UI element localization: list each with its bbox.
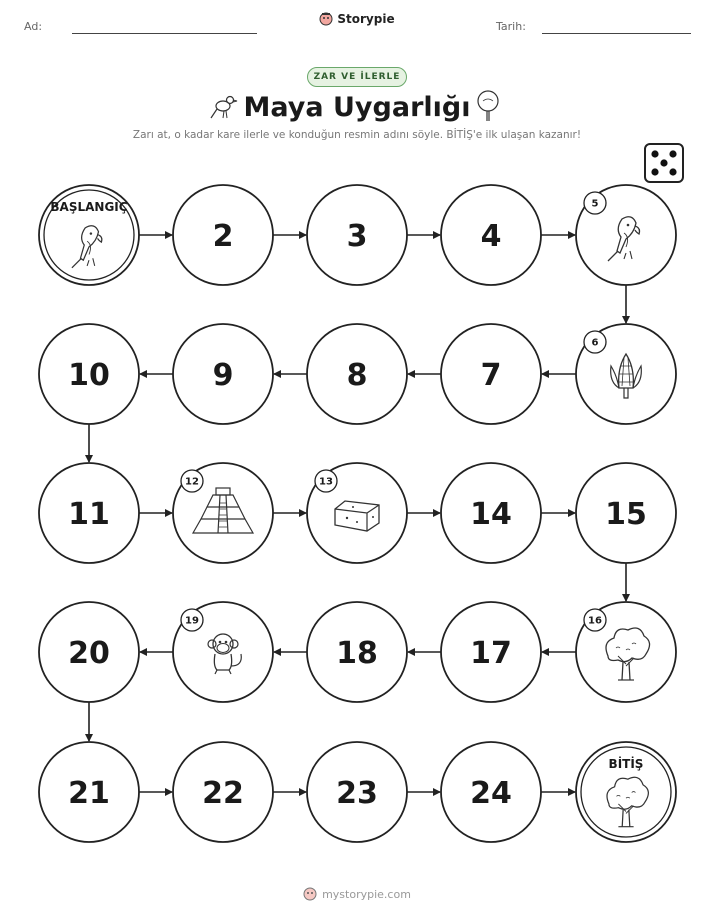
square-6[interactable] bbox=[576, 324, 676, 424]
dice-icon bbox=[645, 144, 683, 182]
square-14[interactable] bbox=[441, 463, 541, 563]
square-number-badge: 5 bbox=[591, 198, 599, 210]
square-8[interactable] bbox=[307, 324, 407, 424]
square-18[interactable] bbox=[307, 602, 407, 702]
square-5[interactable] bbox=[576, 185, 676, 285]
start-label: BAŞLANGIÇ bbox=[50, 200, 128, 214]
square-4[interactable] bbox=[441, 185, 541, 285]
square-number: 8 bbox=[346, 358, 368, 393]
square-number: 21 bbox=[68, 776, 110, 811]
square-number: 14 bbox=[470, 497, 512, 532]
square-number: 3 bbox=[346, 219, 368, 254]
square-number-badge: 13 bbox=[319, 476, 333, 488]
square-10[interactable] bbox=[39, 324, 139, 424]
square-3[interactable] bbox=[307, 185, 407, 285]
square-number-badge: 12 bbox=[185, 476, 199, 488]
square-16[interactable] bbox=[576, 602, 676, 702]
square-9[interactable] bbox=[173, 324, 273, 424]
square-2[interactable] bbox=[173, 185, 273, 285]
square-17[interactable] bbox=[441, 602, 541, 702]
square-number: 17 bbox=[470, 636, 512, 671]
square-number: 24 bbox=[470, 776, 512, 811]
brand-name: Storypie bbox=[337, 12, 395, 26]
square-number-badge: 6 bbox=[591, 337, 599, 349]
footer bbox=[0, 887, 714, 901]
square-number: 18 bbox=[336, 636, 378, 671]
date-label: Tarih: bbox=[496, 20, 526, 33]
square-22[interactable] bbox=[173, 742, 273, 842]
dice-pip bbox=[651, 150, 658, 157]
square-number: 9 bbox=[212, 358, 234, 393]
title-bird-icon bbox=[211, 97, 237, 119]
square-13[interactable] bbox=[307, 463, 407, 563]
finish-label: BİTİŞ bbox=[608, 757, 644, 771]
page-title: Maya Uygarlığı bbox=[243, 92, 471, 123]
square-20[interactable] bbox=[39, 602, 139, 702]
square-number: 10 bbox=[68, 358, 110, 393]
square-15[interactable] bbox=[576, 463, 676, 563]
dice-pip bbox=[651, 168, 658, 175]
square-number: 20 bbox=[68, 636, 110, 671]
dice-pip bbox=[669, 168, 676, 175]
footer-logo-icon bbox=[303, 887, 317, 901]
square-number: 23 bbox=[336, 776, 378, 811]
square-12[interactable] bbox=[173, 463, 273, 563]
dice-pip bbox=[669, 150, 676, 157]
square-7[interactable] bbox=[441, 324, 541, 424]
square-number: 11 bbox=[68, 497, 110, 532]
square-number: 7 bbox=[480, 358, 502, 393]
footer-url: mystorypie.com bbox=[322, 887, 411, 901]
square-number: 15 bbox=[605, 497, 647, 532]
name-label: Ad: bbox=[24, 20, 43, 33]
start-square[interactable] bbox=[39, 185, 139, 285]
title-tree-icon bbox=[478, 91, 498, 121]
square-number-badge: 19 bbox=[185, 615, 199, 627]
square-19[interactable] bbox=[173, 602, 273, 702]
square-21[interactable] bbox=[39, 742, 139, 842]
square-23[interactable] bbox=[307, 742, 407, 842]
dice-pip bbox=[660, 159, 667, 166]
square-number-badge: 16 bbox=[588, 615, 602, 627]
square-11[interactable] bbox=[39, 463, 139, 563]
square-number: 2 bbox=[212, 219, 234, 254]
square-24[interactable] bbox=[441, 742, 541, 842]
instructions: Zarı at, o kadar kare ilerle ve konduğun resmin adını söyle. BİTİŞ'e ilk ulaşan kazanır! bbox=[132, 129, 582, 141]
square-number: 22 bbox=[202, 776, 244, 811]
finish-square[interactable] bbox=[576, 742, 676, 842]
square-number: 4 bbox=[480, 219, 502, 254]
activity-badge: ZAR VE İLERLE bbox=[307, 67, 407, 87]
